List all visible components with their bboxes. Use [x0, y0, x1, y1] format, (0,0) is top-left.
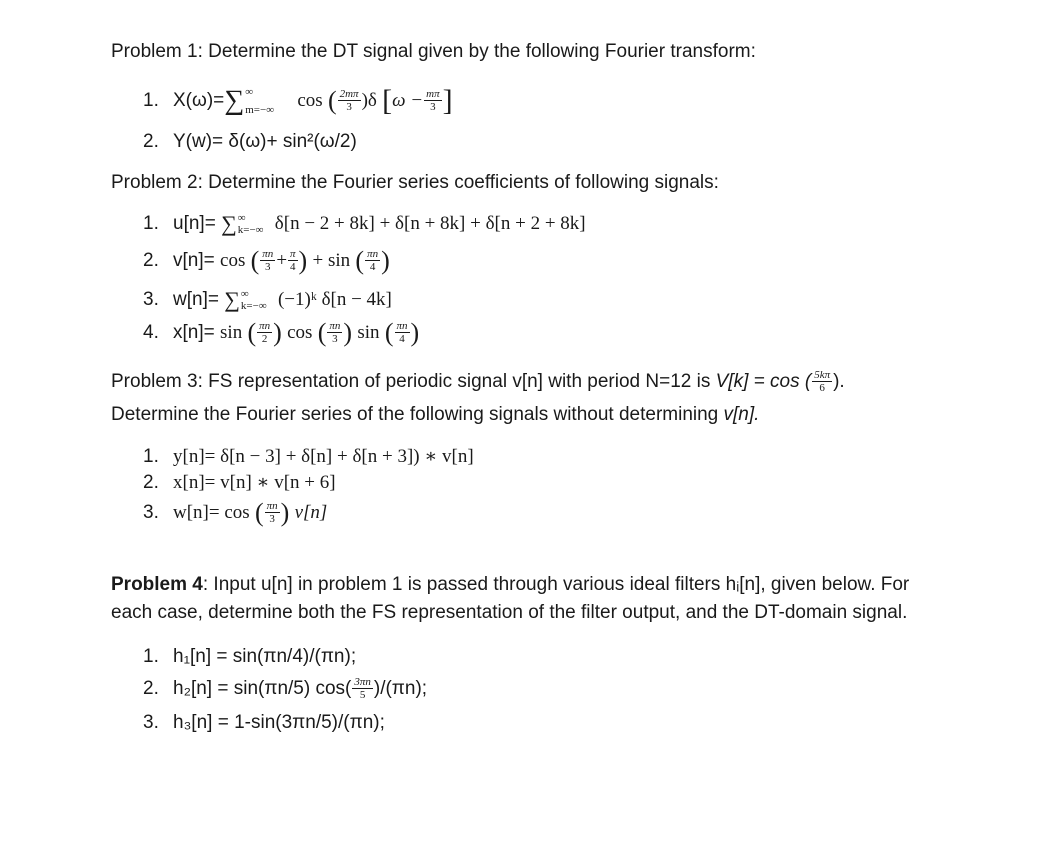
paren: ( [247, 318, 257, 347]
frac-den: 3 [269, 513, 275, 525]
fraction [395, 321, 410, 345]
item-number: 1. [143, 90, 159, 112]
problem-1-item-1 [143, 86, 453, 116]
fraction [352, 677, 373, 701]
frac-num: πn [259, 320, 271, 332]
problem-3-math: v[n]. [723, 404, 760, 425]
problem-3-end: ). [833, 371, 845, 393]
sum-lower: m=−∞ [245, 104, 275, 117]
frac-num: πn [396, 320, 408, 332]
item-text: y[n]= δ[n − 3] + δ[n] + δ[n + 3]) ∗ v[n] [173, 446, 474, 467]
problem-1-item-2 [143, 132, 357, 151]
problem-3-line-2 [111, 405, 759, 424]
fraction [257, 321, 272, 345]
problem-3-text: Determine the Fourier series of the following signals without determining [111, 404, 724, 425]
frac-num: πn [266, 500, 278, 512]
frac-den: 3 [265, 261, 271, 273]
fraction [812, 370, 832, 394]
sum-upper: ∞ [245, 86, 254, 98]
sigma-symbol: ∑ [221, 211, 237, 237]
sum-lower: k=−∞ [240, 300, 267, 313]
omega-text: ω − [392, 90, 424, 112]
frac-den: 5 [359, 689, 366, 701]
paren: ( [250, 246, 260, 275]
problem-4-text: : Input u[n] in problem 1 is passed through various ideal filters hᵢ[n], given below. For [202, 574, 910, 595]
fraction [265, 501, 280, 525]
item-number: 2. [143, 131, 159, 152]
item-number: 1. [143, 446, 159, 467]
problem-3-line-1 [111, 370, 845, 394]
paren: ( [327, 86, 337, 116]
delta-text: )δ [361, 90, 377, 112]
item-number: 2. [143, 678, 159, 700]
problem-3-item-3 [143, 500, 327, 526]
problem-4-item-1 [143, 647, 356, 666]
sum-limits [238, 212, 264, 236]
item-lhs: w[n]= cos [173, 502, 250, 524]
problem-2-item-1 [143, 212, 586, 236]
frac-den: 6 [819, 382, 825, 394]
frac-den: 3 [430, 101, 436, 114]
item-text: x[n]= v[n] ∗ v[n + 6] [173, 472, 336, 493]
frac-num: π [290, 248, 296, 260]
frac-den: 4 [290, 261, 296, 273]
item-number: 4. [143, 322, 159, 344]
bracket: [ [382, 84, 393, 118]
item-number: 3. [143, 289, 159, 311]
problem-1-title: Problem 1: Determine the DT signal given by the following Fourier transform: [111, 41, 756, 62]
problem-3-item-2 [143, 473, 336, 492]
sin-text: sin [357, 322, 380, 344]
plus-text: + [276, 250, 288, 272]
item-number: 1. [143, 646, 159, 667]
frac-num: 2mπ [339, 88, 359, 101]
sum-limits [245, 86, 274, 116]
item-expression: v[n] [294, 502, 328, 524]
frac-den: 4 [369, 261, 376, 273]
frac-num: πn [367, 248, 379, 260]
sigma-symbol: ∑ [224, 287, 240, 313]
fraction [338, 89, 361, 113]
frac-num: πn [329, 320, 341, 332]
fraction [288, 249, 298, 273]
problem-3-item-1 [143, 447, 474, 466]
problem-4-item-2 [143, 677, 427, 701]
problem-2-title: Problem 2: Determine the Fourier series coefficients of following signals: [111, 172, 719, 193]
item-number: 2. [143, 472, 159, 493]
item-number: 3. [143, 502, 159, 524]
paren: ) [298, 246, 308, 275]
sum-lower: k=−∞ [237, 224, 264, 237]
fraction [260, 249, 275, 273]
sum-upper: ∞ [237, 212, 246, 224]
item-lhs: u[n]= [173, 213, 216, 235]
item-text: Y(w)= δ(ω)+ sin²(ω/2) [173, 131, 357, 152]
paren: ) [273, 318, 282, 347]
bracket: ] [442, 84, 453, 118]
sin-text: + sin [312, 250, 351, 272]
cos-text: cos [297, 90, 323, 112]
paren: ) [410, 318, 420, 347]
paren: ( [355, 246, 365, 275]
problem-4-line-1 [111, 575, 909, 594]
frac-num: mπ [426, 88, 440, 101]
item-lhs: w[n]= [173, 289, 219, 311]
frac-num: 3πn [354, 676, 371, 688]
cos-text: cos [220, 250, 246, 272]
item-text-end: )/(πn); [373, 678, 428, 700]
item-number: 3. [143, 712, 159, 733]
problem-2-item-4 [143, 320, 419, 346]
paren: ) [280, 498, 290, 527]
fraction [365, 249, 380, 273]
frac-num: πn [262, 248, 274, 260]
problem-4-heading: Problem 4 [111, 574, 203, 595]
sin-text: sin [220, 322, 243, 344]
frac-den: 3 [346, 101, 352, 114]
sum-upper: ∞ [240, 288, 249, 300]
fraction [424, 89, 441, 113]
problem-4-item-3 [143, 713, 385, 732]
paren: ( [384, 318, 394, 347]
item-lhs: X(ω)= [173, 90, 225, 112]
item-text: h₃[n] = 1-sin(3πn/5)/(πn); [173, 712, 385, 733]
item-expression: (−1)ᵏ δ[n − 4k] [277, 289, 392, 311]
cos-text: cos [287, 322, 313, 344]
item-number: 1. [143, 213, 159, 235]
frac-den: 4 [399, 333, 405, 345]
item-text: h₁[n] = sin(πn/4)/(πn); [173, 646, 357, 667]
problem-2-item-2 [143, 248, 390, 274]
item-lhs: x[n]= [173, 322, 215, 344]
paren: ) [343, 318, 353, 347]
item-number: 2. [143, 250, 159, 272]
item-expression: δ[n − 2 + 8k] + δ[n + 8k] + δ[n + 2 + 8k] [274, 213, 586, 235]
paren: ( [254, 498, 264, 527]
paren: ) [381, 246, 390, 275]
fraction [327, 321, 342, 345]
sum-limits [241, 288, 267, 312]
frac-den: 3 [332, 333, 338, 345]
sigma-symbol: ∑ [224, 85, 245, 117]
frac-den: 2 [261, 333, 268, 345]
problem-2-item-3 [143, 288, 392, 312]
problem-4-line-2: each case, determine both the FS representation of the filter output, and the DT-domain signal. [111, 602, 908, 623]
paren: ( [317, 318, 327, 347]
item-lhs: v[n]= [173, 250, 215, 272]
problem-3-text: Problem 3: FS representation of periodic signal v[n] with period N=12 is [111, 371, 716, 393]
frac-num: 5kπ [814, 369, 831, 381]
item-text: h₂[n] = sin(πn/5) cos( [173, 678, 352, 700]
problem-3-math: V[k] = cos ( [715, 371, 812, 393]
